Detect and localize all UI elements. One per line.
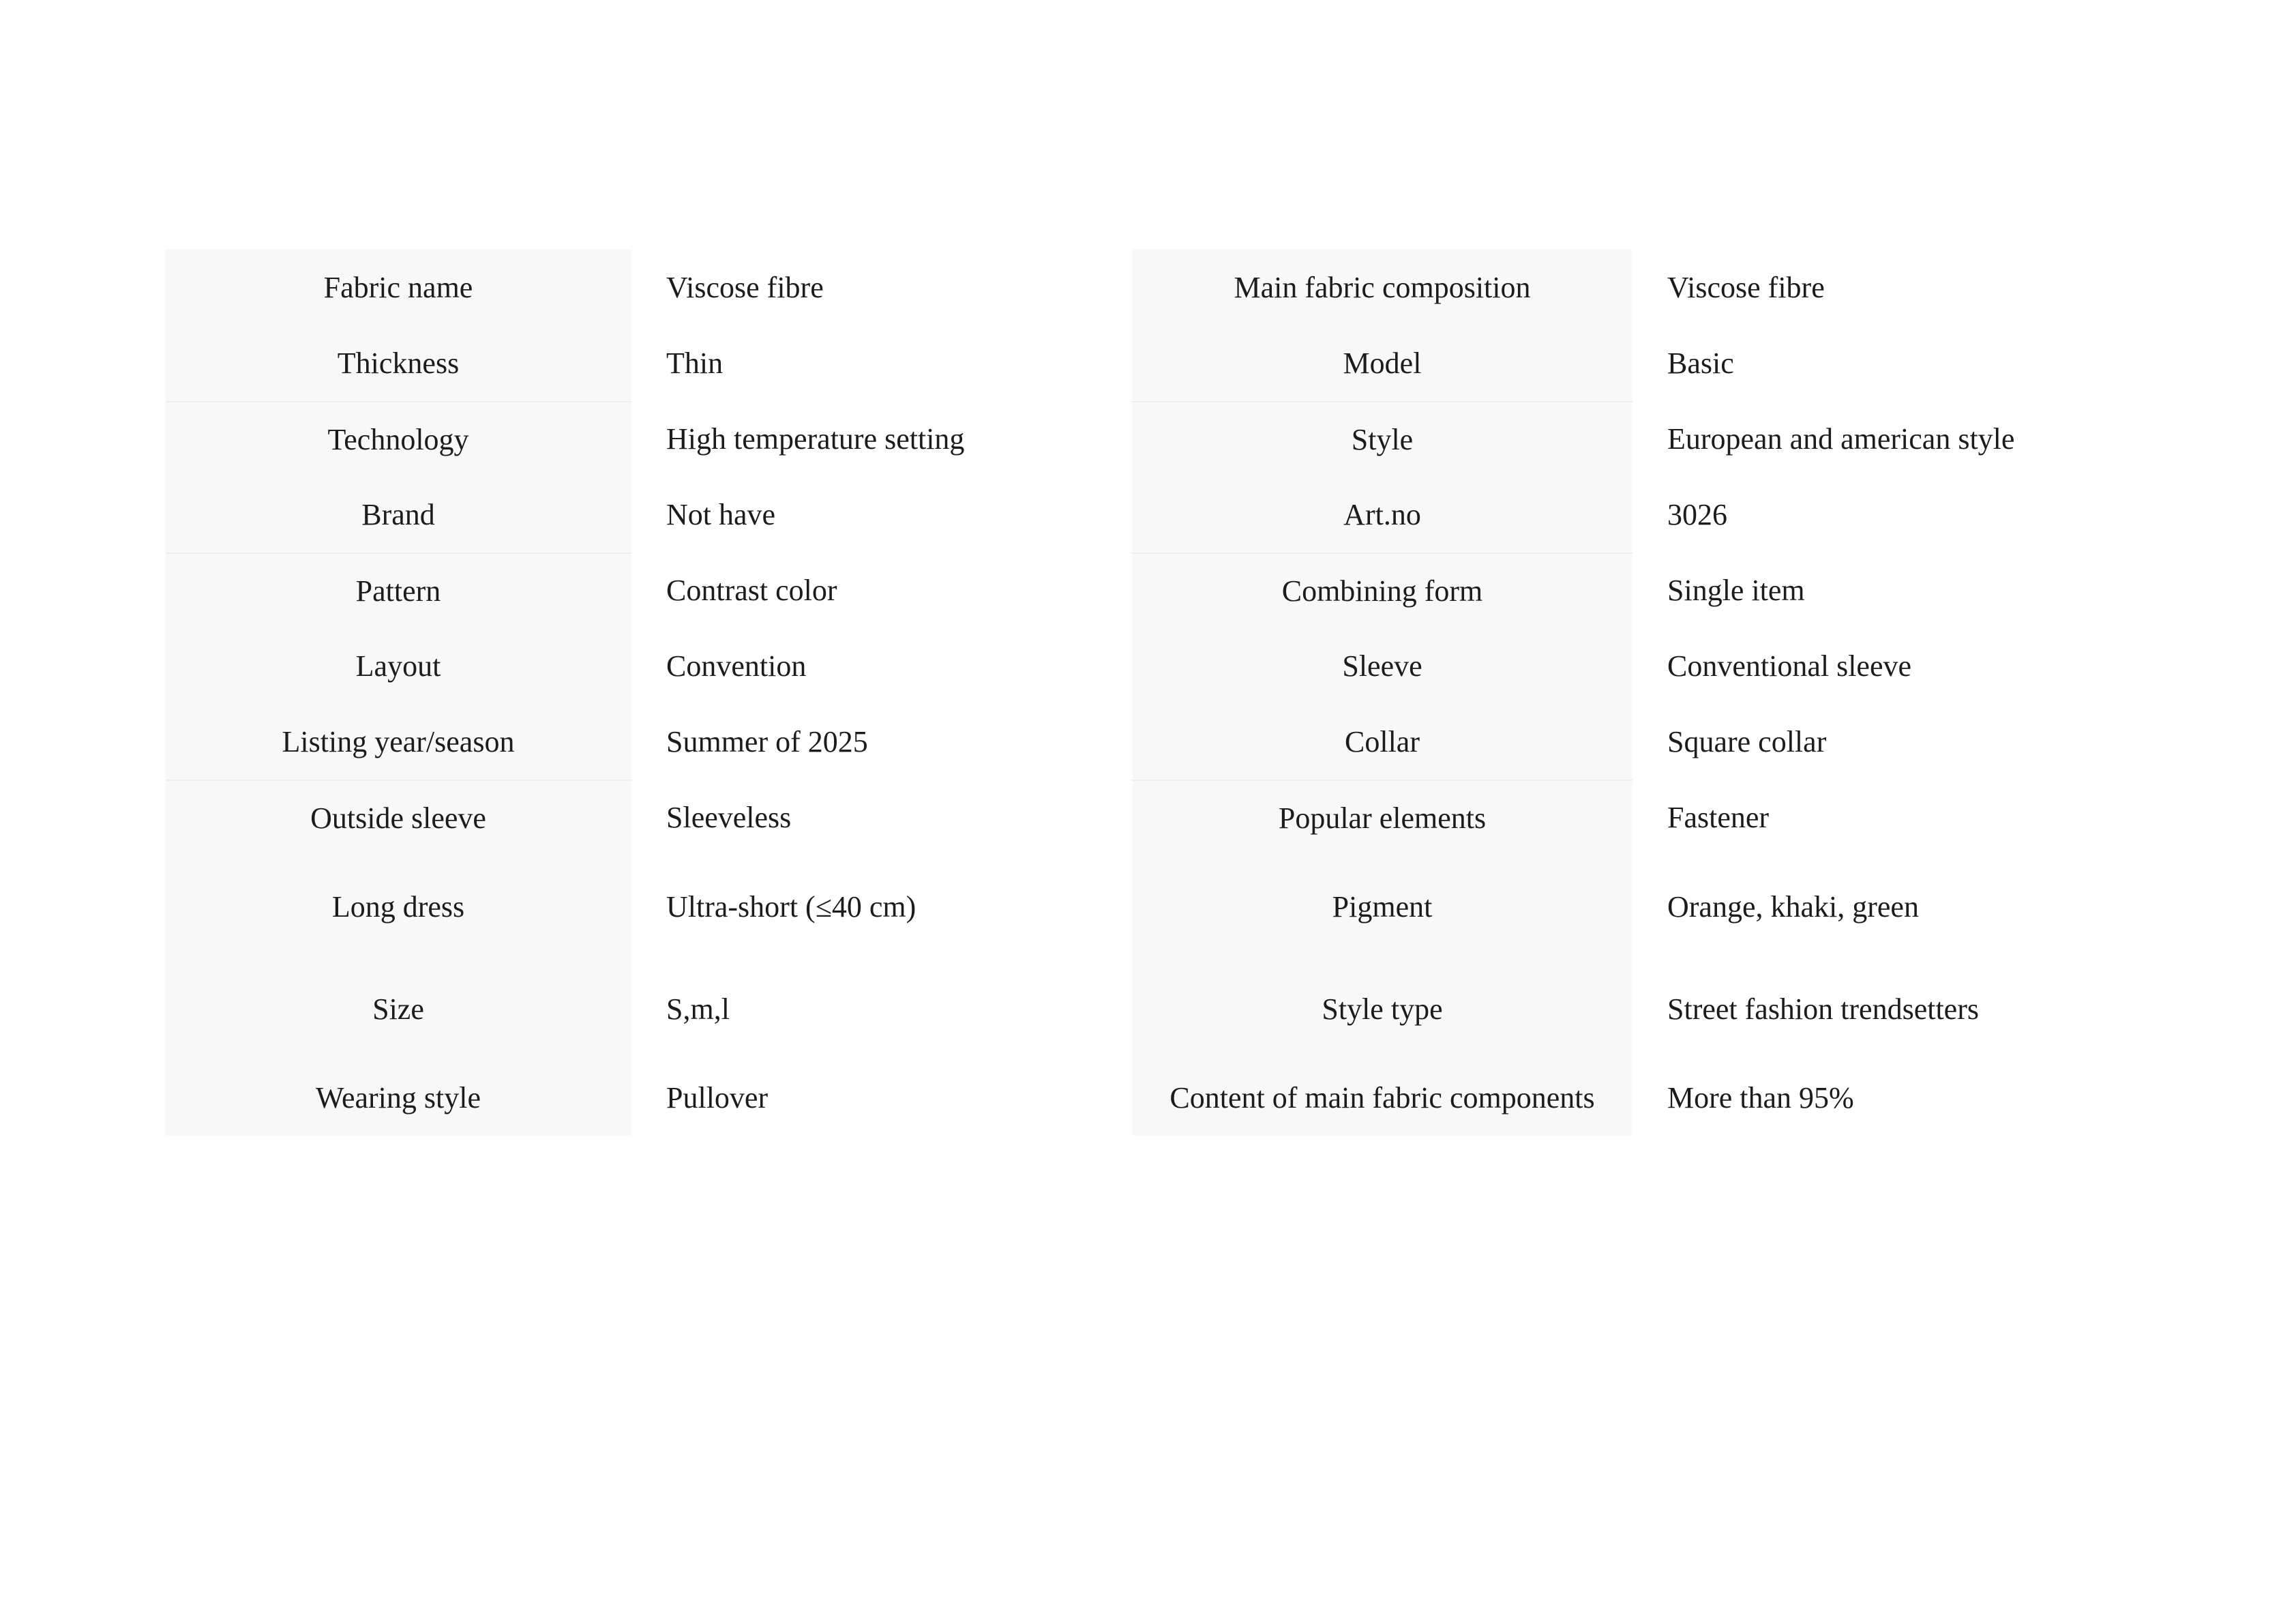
spec-label-text: Size — [372, 992, 424, 1026]
spec-label-text: Main fabric composition — [1234, 271, 1531, 304]
spec-value-text: Single item — [1667, 574, 1805, 607]
spec-value-text: Convention — [666, 649, 807, 683]
spec-label-cell — [1130, 250, 1633, 325]
spec-label-text: Fabric name — [323, 271, 473, 304]
spec-value-cell — [632, 1060, 1130, 1136]
spec-label-cell — [1130, 552, 1633, 628]
spec-value-cell — [632, 401, 1130, 477]
spec-label-text: Pattern — [355, 574, 441, 608]
spec-label-cell — [166, 477, 632, 552]
spec-label-cell — [166, 552, 632, 628]
spec-value-text: Sleeveless — [666, 801, 792, 834]
spec-label-text: Brand — [361, 498, 435, 531]
spec-value-cell — [1633, 401, 2115, 477]
spec-value-cell — [632, 780, 1130, 855]
spec-label-text: Popular elements — [1278, 801, 1487, 835]
spec-label-cell — [1130, 958, 1633, 1060]
spec-value-cell — [632, 958, 1130, 1060]
spec-value-cell — [1633, 958, 2115, 1060]
spec-label-text: Listing year/season — [282, 725, 515, 758]
spec-value-cell — [632, 628, 1130, 704]
spec-label-text: Thickness — [337, 346, 460, 380]
spec-label-text: Outside sleeve — [310, 801, 486, 835]
spec-value-cell — [632, 855, 1130, 958]
spec-label-cell — [166, 958, 632, 1060]
spec-label-text: Wearing style — [315, 1081, 481, 1114]
spec-value-text: Pullover — [666, 1081, 769, 1114]
spec-label-cell — [166, 1060, 632, 1136]
spec-label-cell — [166, 780, 632, 855]
spec-label-cell — [166, 325, 632, 401]
spec-value-cell — [632, 325, 1130, 401]
spec-value-text: Basic — [1667, 346, 1734, 380]
spec-value-cell — [1633, 704, 2115, 780]
spec-label-cell — [1130, 855, 1633, 958]
spec-label-cell — [166, 250, 632, 325]
spec-label-cell — [1130, 780, 1633, 855]
spec-label-text: Content of main fabric components — [1169, 1081, 1595, 1114]
spec-label-cell — [1130, 704, 1633, 780]
spec-label-text: Combining form — [1281, 574, 1483, 608]
spec-label-text: Pigment — [1332, 889, 1433, 924]
spec-label-text: Sleeve — [1342, 649, 1422, 683]
spec-value-text: Street fashion trendsetters — [1667, 992, 1979, 1026]
spec-value-cell — [632, 477, 1130, 552]
spec-label-text: Art.no — [1343, 498, 1421, 531]
spec-value-text: S,m,l — [666, 992, 730, 1026]
spec-value-text: Square collar — [1667, 725, 1827, 758]
spec-label-text: Layout — [355, 649, 441, 683]
spec-label-cell — [166, 628, 632, 704]
spec-value-text: Conventional sleeve — [1667, 649, 1912, 683]
spec-label-cell — [1130, 1060, 1633, 1136]
spec-value-text: Viscose fibre — [1667, 271, 1825, 304]
spec-value-text: Not have — [666, 498, 776, 531]
spec-value-text: Viscose fibre — [666, 271, 824, 304]
spec-value-cell — [1633, 628, 2115, 704]
spec-label-cell — [1130, 401, 1633, 477]
spec-value-text: European and american style — [1667, 422, 2015, 456]
spec-value-cell — [1633, 552, 2115, 628]
spec-value-cell — [632, 552, 1130, 628]
spec-value-text: Ultra-short (≤40 cm) — [666, 889, 916, 924]
spec-label-text: Style — [1351, 423, 1414, 456]
spec-label-text: Collar — [1345, 725, 1420, 758]
spec-value-cell — [632, 250, 1130, 325]
spec-label-text: Model — [1343, 346, 1422, 380]
spec-value-cell — [1633, 250, 2115, 325]
spec-value-cell — [1633, 855, 2115, 958]
spec-label-text: Style type — [1322, 992, 1443, 1026]
spec-label-cell — [1130, 325, 1633, 401]
spec-value-text: Summer of 2025 — [666, 725, 868, 758]
spec-label-cell — [166, 704, 632, 780]
spec-value-cell — [1633, 325, 2115, 401]
spec-value-text: Thin — [666, 346, 724, 380]
spec-value-cell — [1633, 780, 2115, 855]
spec-value-text: High temperature setting — [666, 422, 965, 456]
spec-value-text: 3026 — [1667, 498, 1727, 531]
product-spec-table — [166, 250, 2115, 1136]
spec-value-cell — [1633, 477, 2115, 552]
spec-label-cell — [166, 855, 632, 958]
spec-label-text: Long dress — [331, 889, 465, 924]
spec-label-text: Technology — [327, 423, 469, 456]
spec-value-cell — [1633, 1060, 2115, 1136]
spec-label-cell — [1130, 628, 1633, 704]
spec-label-cell — [1130, 477, 1633, 552]
spec-label-cell — [166, 401, 632, 477]
spec-value-text: Orange, khaki, green — [1667, 889, 1919, 924]
spec-value-text: Contrast color — [666, 574, 837, 607]
spec-value-text: Fastener — [1667, 801, 1770, 834]
spec-value-text: More than 95% — [1667, 1081, 1854, 1114]
spec-value-cell — [632, 704, 1130, 780]
